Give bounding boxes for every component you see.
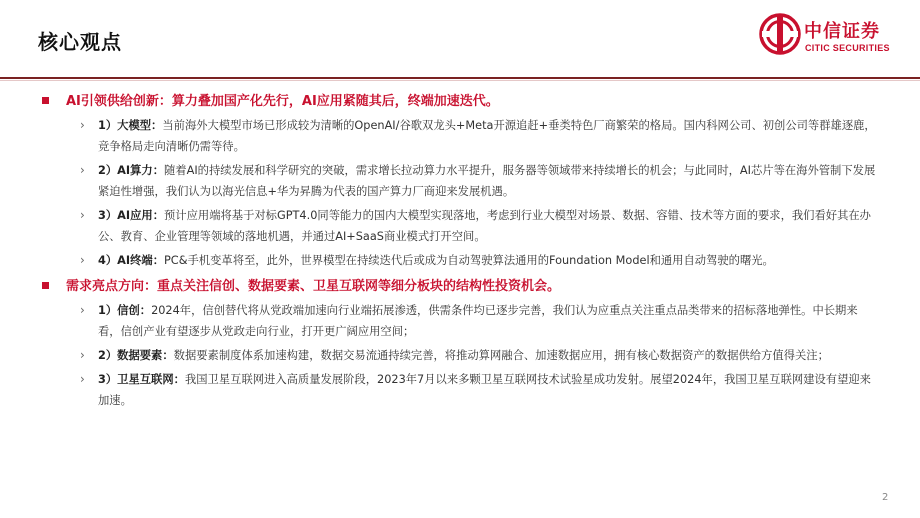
item-label: 3）卫星互联网： [98,373,185,386]
header-rule [0,77,920,79]
content [0,90,920,411]
section-heading: AI引领供给创新：算力叠加国产化先行，AI应用紧随其后，终端加速迭代。 [66,94,499,109]
list-item-large-model [0,115,920,157]
section-ai-supply [0,90,920,271]
square-bullet-icon [42,97,49,104]
chevron-right-icon: › [80,372,85,386]
item-label: 2）数据要素： [98,349,174,362]
list-item-data-elements [0,345,920,366]
chevron-right-icon: › [80,208,85,222]
section-demand-highlights [0,275,920,411]
item-text: 随着AI的持续发展和科学研究的突破，需求增长拉动算力水平提升，服务器等领域带来持续增长的机会；与此同时，AI芯片等在海外管制下发展紧迫性增强，我们认为以海光信息+华为昇腾为代表的国产算力厂商迎来发展机遇。 [98,164,876,198]
list-item-ai-terminal [0,250,920,271]
citic-logo [758,12,908,66]
item-label: 3）AI应用： [98,209,164,222]
logo-name-en: CITIC SECURITIES [805,43,890,53]
chevron-right-icon: › [80,253,85,267]
citic-logo-icon [758,12,802,56]
chevron-right-icon: › [80,303,85,317]
list-item-ai-application [0,205,920,247]
item-text: 我国卫星互联网进入高质量发展阶段，2023年7月以来多颗卫星互联网技术试验星成功发射。展望2024年，我国卫星互联网建设有望迎来加速。 [98,373,871,407]
list-item-satellite-internet [0,369,920,411]
item-label: 1）信创： [98,304,152,317]
logo-name-cn: 中信证券 [804,21,880,42]
item-label: 1）大模型： [98,119,163,132]
section-heading: 需求亮点方向：重点关注信创、数据要素、卫星互联网等细分板块的结构性投资机会。 [66,279,561,294]
section-heading-row [0,275,920,297]
item-label: 4）AI终端： [98,254,164,267]
square-bullet-icon [42,282,49,289]
list-item-ai-compute [0,160,920,202]
chevron-right-icon: › [80,163,85,177]
item-text: 数据要素制度体系加速构建，数据交易流通持续完善，将推动算网融合、加速数据应用，拥有核心数据资产的数据供给方值得关注； [173,349,829,362]
header-rule-light [0,80,920,81]
item-text: PC&手机变革将至，此外，世界模型在持续迭代后或成为自动驾驶算法通用的Foundation Model和通用自动驾驶的曙光。 [164,254,774,267]
item-text: 2024年，信创替代将从党政端加速向行业端拓展渗透，供需条件均已逐步完善，我们认为应重点关注重点品类带来的招标落地弹性。中长期来看，信创产业有望逐步从党政走向行业，打开更广阔应用空间； [98,304,858,338]
page-number: 2 [882,492,889,503]
list-item-xinchuang [0,300,920,342]
section-heading-row [0,90,920,112]
item-label: 2）AI算力： [98,164,164,177]
item-text: 预计应用端将基于对标GPT4.0同等能力的国内大模型实现落地，考虑到行业大模型对场景、数据、容错、技术等方面的要求，我们看好其在办公、教育、企业管理等领域的落地机遇，并通过AI+SaaS商业模式打开空间。 [98,209,871,243]
chevron-right-icon: › [80,118,85,132]
header [0,0,920,76]
chevron-right-icon: › [80,348,85,362]
page-title: 核心观点 [38,30,122,54]
item-text: 当前海外大模型市场已形成较为清晰的OpenAI/谷歌双龙头+Meta开源追赶+垂类特色厂商繁荣的格局。国内科网公司、初创公司等群雄逐鹿，竞争格局走向清晰仍需等待。 [98,119,876,153]
